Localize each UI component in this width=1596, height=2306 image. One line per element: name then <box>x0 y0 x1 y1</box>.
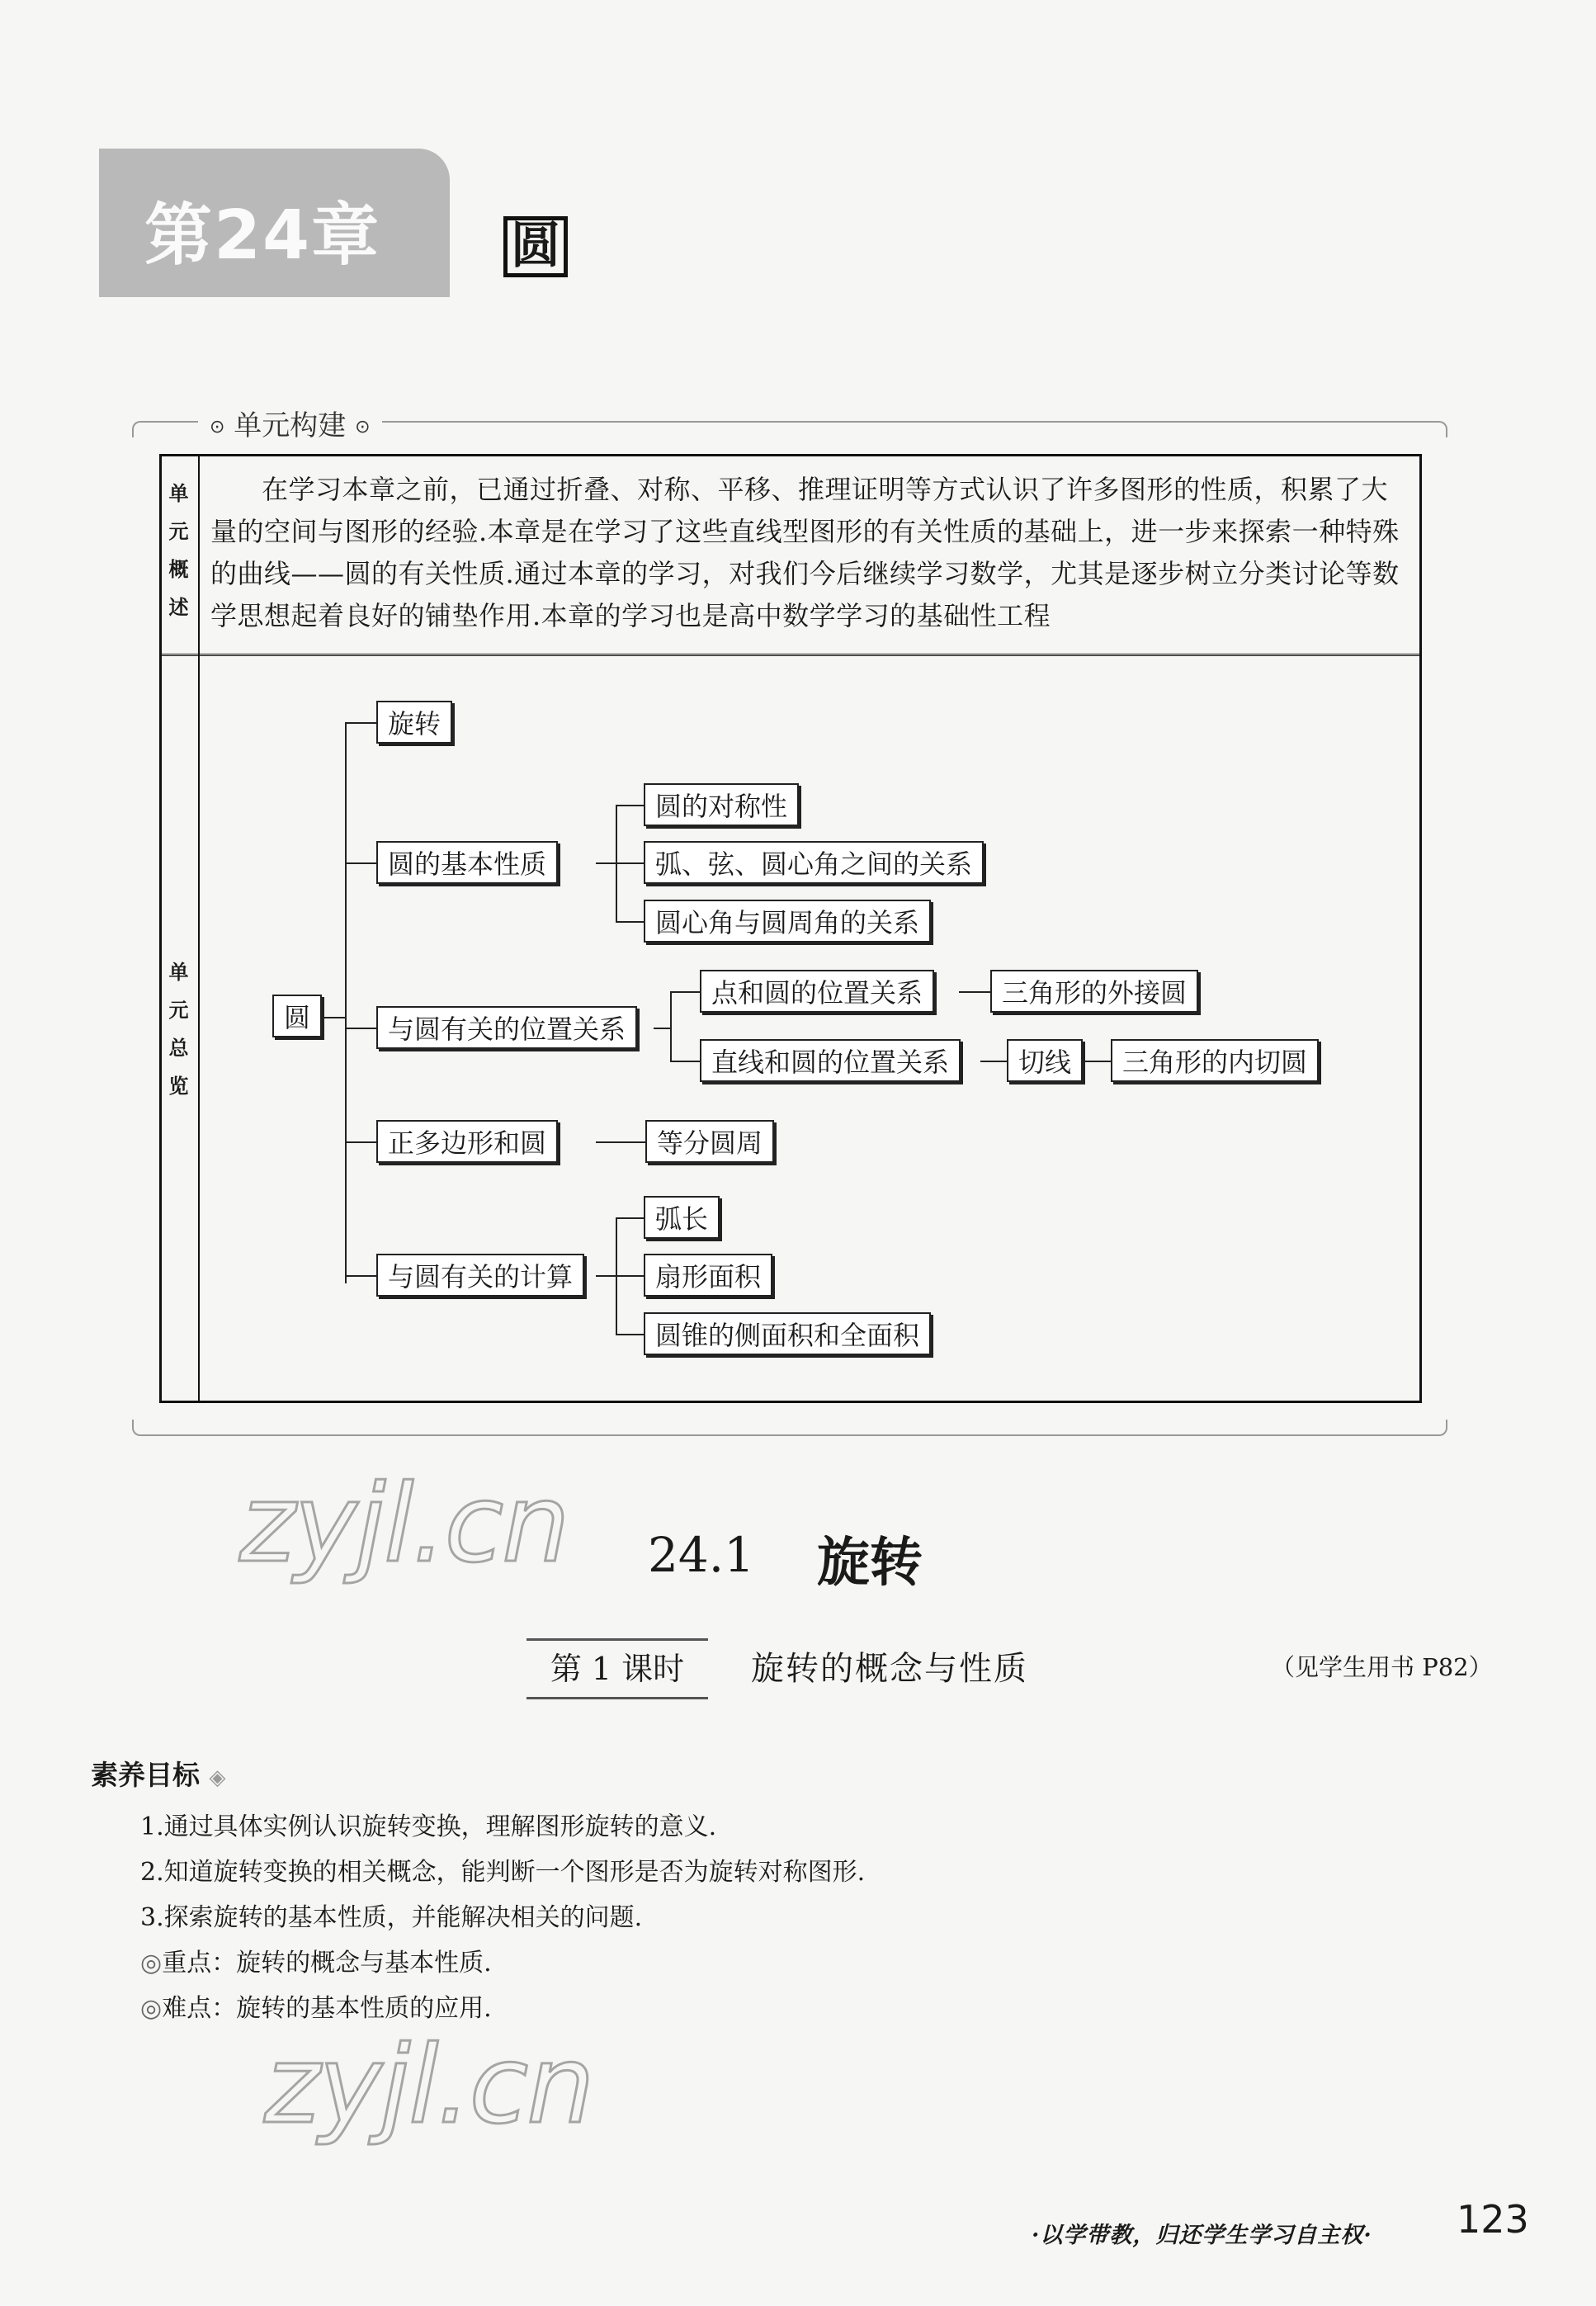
watermark: zyjl.cn <box>239 1461 569 1586</box>
circle-dot-icon: ⊙ <box>355 417 371 437</box>
side-char: 览 <box>168 1075 189 1098</box>
map-rotation: 旋转 <box>376 701 452 744</box>
chapter-title: 圆 <box>503 216 568 277</box>
overview-side-label <box>159 475 198 626</box>
lesson-title: 旋转的概念与性质 <box>751 1650 1028 1688</box>
key-label: 重点 <box>162 1949 212 1978</box>
map-basic-props: 圆的基本性质 <box>376 841 558 884</box>
goals-heading <box>91 1754 226 1793</box>
map-symmetry: 圆的对称性 <box>644 783 799 826</box>
map-cone-area: 圆锥的侧面积和全面积 <box>644 1312 931 1355</box>
map-point-circle: 点和圆的位置关系 <box>700 970 934 1013</box>
map-line-circle: 直线和圆的位置关系 <box>700 1039 961 1082</box>
summary-side-label <box>159 953 198 1105</box>
unit-build-label: 单元构建 <box>234 409 347 442</box>
map-position: 与圆有关的位置关系 <box>376 1006 637 1049</box>
unit-build-bottom-rule <box>132 1420 1447 1436</box>
table-column-divider <box>198 454 200 1403</box>
footer-motto: ·以学带教，归还学生学习自主权· <box>1032 2223 1372 2248</box>
chapter-label: 第24章 <box>144 196 381 275</box>
map-central-inscribed: 圆心角与圆周角的关系 <box>644 900 931 943</box>
side-char: 元 <box>168 520 189 543</box>
lesson-label: 第 1 课时 <box>526 1638 708 1699</box>
section-title: 旋转 <box>817 1533 923 1594</box>
goal-item: 3.探索旋转的基本性质，并能解决相关的问题. <box>140 1903 643 1932</box>
map-arc-chord: 弧、弦、圆心角之间的关系 <box>644 841 984 884</box>
student-book-reference: （见学生用书 P82） <box>1271 1653 1493 1681</box>
map-polygon: 正多边形和圆 <box>376 1120 558 1163</box>
circle-dot-icon: ⊙ <box>210 417 225 437</box>
watermark: zyjl.cn <box>264 2022 593 2148</box>
map-arc-length: 弧长 <box>644 1196 720 1239</box>
goal-item: 2.知道旋转变换的相关概念，能判断一个图形是否为旋转对称图形. <box>140 1858 866 1887</box>
goal-item: 1.通过具体实例认识旋转变换，理解图形旋转的意义. <box>140 1812 717 1841</box>
map-calc: 与圆有关的计算 <box>376 1254 584 1297</box>
double-circle-icon: ◎ <box>140 1994 163 2023</box>
unit-build-heading <box>198 403 382 443</box>
side-char: 单 <box>168 961 189 984</box>
side-char: 述 <box>168 596 189 619</box>
diamond-arrow-icon: ◈ <box>209 1765 226 1790</box>
map-circumcircle: 三角形的外接圆 <box>990 970 1198 1013</box>
map-sector-area: 扇形面积 <box>644 1254 772 1297</box>
section-number: 24.1 <box>648 1527 755 1583</box>
overview-paragraph: 在学习本章之前，已通过折叠、对称、平移、推理证明等方式认识了许多图形的性质，积累了大量的空间与图形的经验.本章是在学习了这些直线型图形的有关性质的基础上，进一步来探索一种特殊的曲线——圆的有关性质.通过本章的学习，对我们今后继续学习数学，尤其是逐步树立分类讨论等数学思想起着良好的铺垫作用.本章的学习也是高中数学学习的基础性工程 <box>210 474 1400 631</box>
double-circle-icon: ◎ <box>140 1949 163 1978</box>
key-text: ：旋转的概念与基本性质. <box>211 1949 492 1978</box>
map-equal-division: 等分圆周 <box>645 1120 774 1163</box>
side-char: 元 <box>168 999 189 1022</box>
difficulty-text: ：旋转的基本性质的应用. <box>211 1994 492 2023</box>
side-char: 概 <box>168 558 189 581</box>
difficulty-point <box>140 1987 492 2024</box>
key-point <box>140 1942 492 1978</box>
map-root: 圆 <box>272 995 322 1037</box>
page-number: 123 <box>1457 2197 1529 2242</box>
side-char: 单 <box>168 482 189 505</box>
difficulty-label: 难点 <box>162 1994 212 2023</box>
map-tangent: 切线 <box>1007 1039 1083 1082</box>
map-incircle: 三角形的内切圆 <box>1111 1039 1319 1082</box>
table-row-divider <box>159 654 1422 656</box>
goals-heading-text: 素养目标 <box>91 1759 200 1791</box>
side-char: 总 <box>168 1037 189 1060</box>
